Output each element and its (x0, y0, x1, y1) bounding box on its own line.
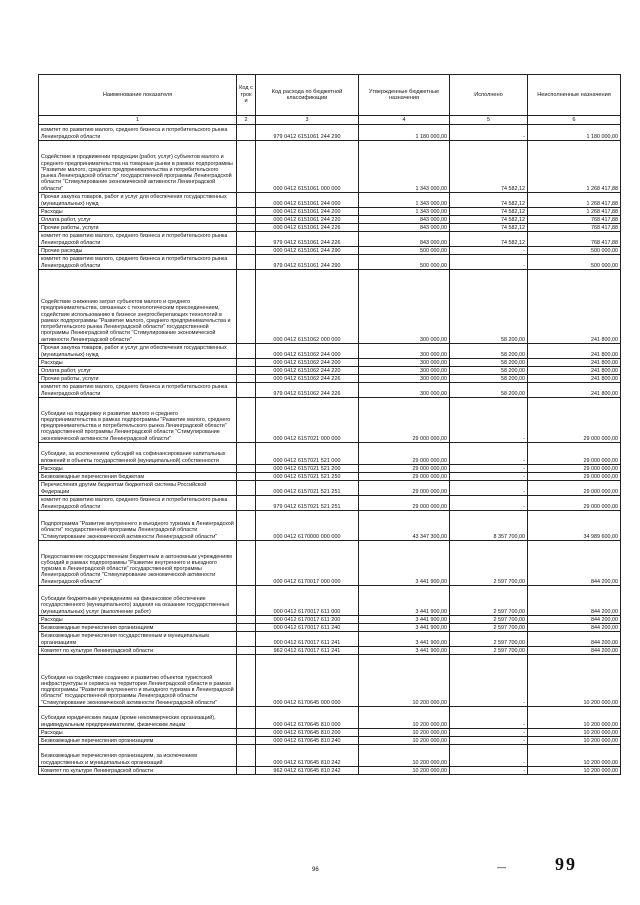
row-approved-amount: 10 200 000,00 (359, 729, 450, 737)
table-header-row (39, 75, 621, 116)
footer-dash: — (497, 862, 506, 872)
column-number: 3 (256, 116, 359, 125)
row-indicator-name: комитет по развитию малого, среднего бизнеса и потребительского рынка Ленинградской области (39, 383, 237, 398)
row-executed-amount: - (450, 707, 528, 729)
table-row (39, 247, 621, 255)
row-unexecuted-amount: 241 800,00 (528, 375, 621, 383)
row-indicator-name: Субсидии на поддержку и развитие малого и среднего предпринимательства в рамках подпрограммы "Развитие малого, среднего предпринимательства и потребительского рынка Ленинградской области" государственной программы Ленинградской области "Стимулирование экономической активности Ленинградской области" (39, 398, 237, 443)
row-unexecuted-amount: 844 200,00 (528, 647, 621, 655)
row-line-code (237, 398, 256, 443)
row-line-code (237, 375, 256, 383)
row-unexecuted-amount: 844 200,00 (528, 632, 621, 647)
row-indicator-name: Расходы (39, 208, 237, 216)
table-row (39, 255, 621, 270)
row-unexecuted-amount: 34 989 600,00 (528, 511, 621, 541)
row-expense-code: 000 0412 6151062 244 226 (256, 375, 359, 383)
table-row (39, 224, 621, 232)
table-row (39, 193, 621, 208)
table-row (39, 481, 621, 496)
row-unexecuted-amount: 500 000,00 (528, 247, 621, 255)
row-line-code (237, 496, 256, 511)
row-expense-code: 979 0412 6151061 244 226 (256, 232, 359, 247)
row-unexecuted-amount: 241 800,00 (528, 367, 621, 375)
row-unexecuted-amount: 241 800,00 (528, 270, 621, 344)
row-unexecuted-amount: 10 200 000,00 (528, 767, 621, 775)
row-indicator-name: Прочие работы, услуги (39, 375, 237, 383)
header-indicator-name: Наименование показателя (39, 75, 237, 116)
row-executed-amount: - (450, 767, 528, 775)
row-expense-code: 000 0412 6170645 810 200 (256, 729, 359, 737)
row-executed-amount: 2 597 700,00 (450, 541, 528, 586)
column-number: 5 (450, 116, 528, 125)
row-approved-amount: 10 200 000,00 (359, 707, 450, 729)
row-approved-amount: 300 000,00 (359, 367, 450, 375)
row-executed-amount: 2 597 700,00 (450, 616, 528, 624)
row-executed-amount: 58 200,00 (450, 375, 528, 383)
row-indicator-name: комитет по развитию малого, среднего бизнеса и потребительского рынка Ленинградской области (39, 255, 237, 270)
row-indicator-name: Безвозмездные перечисления бюджетам (39, 473, 237, 481)
row-expense-code: 000 0412 6157021 521 251 (256, 481, 359, 496)
row-approved-amount: 300 000,00 (359, 344, 450, 359)
row-unexecuted-amount: 1 268 417,88 (528, 208, 621, 216)
header-executed: Исполнено (450, 75, 528, 116)
row-indicator-name: Прочие расходы (39, 247, 237, 255)
table-row (39, 398, 621, 443)
row-approved-amount: 300 000,00 (359, 375, 450, 383)
table-row (39, 383, 621, 398)
row-approved-amount: 29 000 000,00 (359, 481, 450, 496)
row-approved-amount: 843 000,00 (359, 224, 450, 232)
row-unexecuted-amount: 10 200 000,00 (528, 655, 621, 707)
row-indicator-name: Расходы (39, 465, 237, 473)
row-unexecuted-amount: 844 200,00 (528, 586, 621, 616)
budget-execution-table-container (38, 74, 620, 775)
column-number-row (39, 116, 621, 125)
row-unexecuted-amount: 10 200 000,00 (528, 707, 621, 729)
table-body (39, 125, 621, 775)
row-expense-code: 000 0412 6151061 000 000 (256, 141, 359, 193)
row-approved-amount: 10 200 000,00 (359, 767, 450, 775)
row-indicator-name: Безвозмездные перечисления организациям, за исключением государственных и муниципальных организаций (39, 745, 237, 767)
row-unexecuted-amount: 1 180 000,00 (528, 125, 621, 141)
row-executed-amount: - (450, 737, 528, 745)
table-row (39, 359, 621, 367)
row-indicator-name: Расходы (39, 359, 237, 367)
row-approved-amount: 1 343 000,00 (359, 141, 450, 193)
row-indicator-name: Прочая закупка товаров, работ и услуг для обеспечения государственных (муниципальных) нужд (39, 193, 237, 208)
row-executed-amount: 58 200,00 (450, 367, 528, 375)
row-line-code (237, 632, 256, 647)
row-expense-code: 000 0412 6151062 000 000 (256, 270, 359, 344)
row-executed-amount: - (450, 473, 528, 481)
row-line-code (237, 729, 256, 737)
row-unexecuted-amount: 29 000 000,00 (528, 398, 621, 443)
row-expense-code: 000 0412 6170017 611 241 (256, 632, 359, 647)
table-row (39, 473, 621, 481)
row-approved-amount: 300 000,00 (359, 383, 450, 398)
row-line-code (237, 737, 256, 745)
row-expense-code: 000 0412 6157021 000 000 (256, 398, 359, 443)
row-line-code (237, 224, 256, 232)
row-line-code (237, 465, 256, 473)
table-row (39, 270, 621, 344)
row-executed-amount: - (450, 729, 528, 737)
row-expense-code: 000 0412 6151061 244 220 (256, 216, 359, 224)
row-executed-amount: 74 582,12 (450, 208, 528, 216)
row-indicator-name: комитет по развитию малого, среднего бизнеса и потребительского рынка Ленинградской области (39, 232, 237, 247)
row-approved-amount: 300 000,00 (359, 359, 450, 367)
row-executed-amount: - (450, 443, 528, 465)
row-expense-code: 000 0412 6170645 810 000 (256, 707, 359, 729)
row-line-code (237, 767, 256, 775)
row-indicator-name: Безвозмездные перечисления государственным и муниципальным организациям (39, 632, 237, 647)
row-approved-amount: 300 000,00 (359, 270, 450, 344)
row-expense-code: 000 0412 6170000 000 000 (256, 511, 359, 541)
row-unexecuted-amount: 768 417,88 (528, 232, 621, 247)
row-unexecuted-amount: 10 200 000,00 (528, 729, 621, 737)
row-expense-code: 000 0412 6170645 000 000 (256, 655, 359, 707)
table-row (39, 367, 621, 375)
row-executed-amount: 2 597 700,00 (450, 624, 528, 632)
column-number: 2 (237, 116, 256, 125)
row-expense-code: 000 0412 6170017 611 000 (256, 586, 359, 616)
table-row (39, 586, 621, 616)
row-approved-amount: 29 000 000,00 (359, 496, 450, 511)
header-expense-code: Код расхода по бюджетной классификации (256, 75, 359, 116)
row-line-code (237, 707, 256, 729)
column-number: 6 (528, 116, 621, 125)
row-approved-amount: 3 441 900,00 (359, 647, 450, 655)
column-number: 4 (359, 116, 450, 125)
row-executed-amount: 2 597 700,00 (450, 647, 528, 655)
row-line-code (237, 511, 256, 541)
table-row (39, 496, 621, 511)
row-executed-amount: 2 597 700,00 (450, 586, 528, 616)
row-expense-code: 979 0412 6151062 244 226 (256, 383, 359, 398)
table-row (39, 632, 621, 647)
header-line-code: Код строки (237, 75, 256, 116)
row-approved-amount: 843 000,00 (359, 232, 450, 247)
row-unexecuted-amount: 500 000,00 (528, 255, 621, 270)
table-row (39, 729, 621, 737)
table-row (39, 616, 621, 624)
row-unexecuted-amount: 241 800,00 (528, 383, 621, 398)
row-indicator-name: Субсидии на содействие созданию и развитию объектов туристской инфраструктуры и сервиса на территории Ленинградской области в рамках подпрограммы "Развитие внутреннего и въездного туризма в Ленинградской области" государственной программы Ленинградской области "Стимулирование экономической активности Ленинградской области" (39, 655, 237, 707)
row-unexecuted-amount: 29 000 000,00 (528, 481, 621, 496)
row-executed-amount: 74 582,12 (450, 216, 528, 224)
row-expense-code: 962 0412 6170017 611 241 (256, 647, 359, 655)
row-line-code (237, 232, 256, 247)
row-approved-amount: 29 000 000,00 (359, 443, 450, 465)
row-executed-amount: 58 200,00 (450, 383, 528, 398)
row-unexecuted-amount: 241 800,00 (528, 344, 621, 359)
table-row (39, 208, 621, 216)
row-executed-amount: - (450, 125, 528, 141)
table-row (39, 767, 621, 775)
row-line-code (237, 270, 256, 344)
row-approved-amount: 29 000 000,00 (359, 473, 450, 481)
row-line-code (237, 383, 256, 398)
row-unexecuted-amount: 844 200,00 (528, 624, 621, 632)
row-approved-amount: 10 200 000,00 (359, 655, 450, 707)
row-approved-amount: 500 000,00 (359, 247, 450, 255)
row-indicator-name: Предоставление государственным бюджетным и автономным учреждениям субсидий в рамках подпрограммы "Развитие внутреннего и въездного туризма в Ленинградской области" государственной программы Ленинградской области "Стимулирование экономической активности Ленинградской области" (39, 541, 237, 586)
row-executed-amount: 74 582,12 (450, 224, 528, 232)
row-executed-amount: 58 200,00 (450, 270, 528, 344)
row-line-code (237, 624, 256, 632)
row-line-code (237, 125, 256, 141)
row-indicator-name: Субсидии бюджетным учреждениям на финансовое обеспечение государственного (муниципального) задания на оказание государственных (муниципальных) услуг (выполнение работ) (39, 586, 237, 616)
row-unexecuted-amount: 10 200 000,00 (528, 737, 621, 745)
row-executed-amount: - (450, 655, 528, 707)
row-expense-code: 000 0412 6151061 244 290 (256, 247, 359, 255)
table-row (39, 745, 621, 767)
row-executed-amount: - (450, 496, 528, 511)
row-expense-code: 000 0412 6170645 810 242 (256, 745, 359, 767)
row-line-code (237, 616, 256, 624)
row-unexecuted-amount: 29 000 000,00 (528, 465, 621, 473)
row-line-code (237, 208, 256, 216)
table-row (39, 232, 621, 247)
row-indicator-name: Содействие снижению затрат субъектов малого и среднего предпринимательства, связанных с технологическим присоединением, содействие использованию в бизнесе энергосберегающих технологий в рамках подпрограммы "Развитие малого, среднего предпринимательства и потребительского рынка Ленинградской области" государственной программы Ленинградской области "Стимулирование экономической активности Ленинградской области" (39, 270, 237, 344)
row-line-code (237, 745, 256, 767)
row-approved-amount: 1 180 000,00 (359, 125, 450, 141)
row-approved-amount: 500 000,00 (359, 255, 450, 270)
row-line-code (237, 481, 256, 496)
row-indicator-name: Прочая закупка товаров, работ и услуг для обеспечения государственных (муниципальных) нужд (39, 344, 237, 359)
row-indicator-name: Комитет по культуре Ленинградской области (39, 767, 237, 775)
row-expense-code: 000 0412 6157021 521 250 (256, 473, 359, 481)
row-unexecuted-amount: 10 200 000,00 (528, 745, 621, 767)
column-number: 1 (39, 116, 237, 125)
row-line-code (237, 193, 256, 208)
row-line-code (237, 586, 256, 616)
table-row (39, 655, 621, 707)
row-expense-code: 000 0412 6170017 611 240 (256, 624, 359, 632)
row-indicator-name: Субсидии юридическим лицам (кроме некоммерческих организаций), индивидуальным предпринимателям, физическим лицам (39, 707, 237, 729)
row-executed-amount: 8 357 700,00 (450, 511, 528, 541)
row-approved-amount: 3 441 900,00 (359, 624, 450, 632)
row-indicator-name: Субсидии, за исключением субсидий на софинансирование капитальных вложений в объекты государственной (муниципальной) собственности (39, 443, 237, 465)
page-number: 96 (312, 867, 319, 873)
row-line-code (237, 647, 256, 655)
row-executed-amount: 74 582,12 (450, 232, 528, 247)
row-indicator-name: Оплата работ, услуг (39, 216, 237, 224)
row-indicator-name: Комитет по культуре Ленинградской области (39, 647, 237, 655)
row-line-code (237, 141, 256, 193)
table-row (39, 737, 621, 745)
header-approved: Утвержденные бюджетные назначения (359, 75, 450, 116)
row-unexecuted-amount: 1 268 417,88 (528, 141, 621, 193)
row-approved-amount: 843 000,00 (359, 216, 450, 224)
row-approved-amount: 43 347 300,00 (359, 511, 450, 541)
row-approved-amount: 3 441 900,00 (359, 586, 450, 616)
row-expense-code: 000 0412 6170645 810 240 (256, 737, 359, 745)
row-indicator-name: Безвозмездные перечисления организациям (39, 624, 237, 632)
row-line-code (237, 344, 256, 359)
row-approved-amount: 29 000 000,00 (359, 465, 450, 473)
row-indicator-name: комитет по развитию малого, среднего бизнеса и потребительского рынка Ленинградской области (39, 125, 237, 141)
row-indicator-name: Расходы (39, 729, 237, 737)
table-row (39, 375, 621, 383)
row-executed-amount: - (450, 398, 528, 443)
row-expense-code: 000 0412 6170017 611 200 (256, 616, 359, 624)
row-indicator-name: Перечисления другим бюджетам бюджетной системы Российской Федерации (39, 481, 237, 496)
row-approved-amount: 3 441 900,00 (359, 632, 450, 647)
row-line-code (237, 655, 256, 707)
row-executed-amount: - (450, 247, 528, 255)
row-unexecuted-amount: 1 268 417,88 (528, 193, 621, 208)
row-line-code (237, 367, 256, 375)
row-line-code (237, 473, 256, 481)
row-executed-amount: 58 200,00 (450, 359, 528, 367)
row-unexecuted-amount: 241 800,00 (528, 359, 621, 367)
table-row (39, 647, 621, 655)
table-row (39, 465, 621, 473)
row-unexecuted-amount: 844 200,00 (528, 616, 621, 624)
row-approved-amount: 1 343 000,00 (359, 208, 450, 216)
row-approved-amount: 3 441 900,00 (359, 541, 450, 586)
table-row (39, 511, 621, 541)
row-indicator-name: Подпрограмма "Развитие внутреннего и въездного туризма в Ленинградской области" государственной программы Ленинградской области "Стимулирование экономической активности Ленинградской области" (39, 511, 237, 541)
row-executed-amount: - (450, 465, 528, 473)
row-executed-amount: - (450, 481, 528, 496)
row-executed-amount: 2 597 700,00 (450, 632, 528, 647)
row-indicator-name: Оплата работ, услуг (39, 367, 237, 375)
row-unexecuted-amount: 768 417,88 (528, 224, 621, 232)
row-indicator-name: Содействие в продвижении продукции (работ, услуг) субъектов малого и среднего предпринимательства на товарные рынки в рамках подпрограммы "Развитие малого, среднего предпринимательства и потребительского рынка Ленинградской области" государственной программы Ленинградской области "Стимулирование экономической активности Ленинградской области" (39, 141, 237, 193)
row-executed-amount: - (450, 255, 528, 270)
row-expense-code: 000 0412 6157021 521 200 (256, 465, 359, 473)
table-row (39, 125, 621, 141)
row-unexecuted-amount: 29 000 000,00 (528, 496, 621, 511)
row-indicator-name: комитет по развитию малого, среднего бизнеса и потребительского рынка Ленинградской области (39, 496, 237, 511)
table-row (39, 624, 621, 632)
row-expense-code: 962 0412 6170645 810 242 (256, 767, 359, 775)
row-unexecuted-amount: 29 000 000,00 (528, 443, 621, 465)
row-indicator-name: Прочие работы, услуги (39, 224, 237, 232)
table-row (39, 141, 621, 193)
row-line-code (237, 359, 256, 367)
row-approved-amount: 3 441 900,00 (359, 616, 450, 624)
header-unexecuted: Неисполненные назначения (528, 75, 621, 116)
row-expense-code: 000 0412 6151061 244 200 (256, 208, 359, 216)
row-expense-code: 000 0412 6157021 521 000 (256, 443, 359, 465)
row-expense-code: 000 0412 6151062 244 220 (256, 367, 359, 375)
row-expense-code: 979 0412 6157021 521 251 (256, 496, 359, 511)
row-executed-amount: 74 582,12 (450, 141, 528, 193)
row-executed-amount: 58 200,00 (450, 344, 528, 359)
row-line-code (237, 247, 256, 255)
row-line-code (237, 443, 256, 465)
row-executed-amount: - (450, 745, 528, 767)
row-expense-code: 000 0412 6151062 244 000 (256, 344, 359, 359)
row-unexecuted-amount: 29 000 000,00 (528, 473, 621, 481)
row-approved-amount: 29 000 000,00 (359, 398, 450, 443)
row-expense-code: 000 0412 6151062 244 200 (256, 359, 359, 367)
row-indicator-name: Безвозмездные перечисления организациям (39, 737, 237, 745)
row-line-code (237, 255, 256, 270)
table-row (39, 707, 621, 729)
row-unexecuted-amount: 844 200,00 (528, 541, 621, 586)
row-line-code (237, 216, 256, 224)
row-indicator-name: Расходы (39, 616, 237, 624)
row-expense-code: 000 0412 6151061 244 000 (256, 193, 359, 208)
table-row (39, 344, 621, 359)
row-expense-code: 000 0412 6151061 244 226 (256, 224, 359, 232)
table-row (39, 541, 621, 586)
row-expense-code: 979 0412 6151061 244 290 (256, 125, 359, 141)
row-expense-code: 979 0412 6151061 244 290 (256, 255, 359, 270)
row-approved-amount: 1 343 000,00 (359, 193, 450, 208)
row-line-code (237, 541, 256, 586)
budget-execution-table (38, 74, 621, 775)
row-executed-amount: 74 582,12 (450, 193, 528, 208)
handwritten-page-stamp: 99 (555, 854, 577, 874)
row-expense-code: 000 0412 6170017 000 000 (256, 541, 359, 586)
row-approved-amount: 10 200 000,00 (359, 745, 450, 767)
row-approved-amount: 10 200 000,00 (359, 737, 450, 745)
table-row (39, 443, 621, 465)
row-unexecuted-amount: 768 417,88 (528, 216, 621, 224)
table-row (39, 216, 621, 224)
